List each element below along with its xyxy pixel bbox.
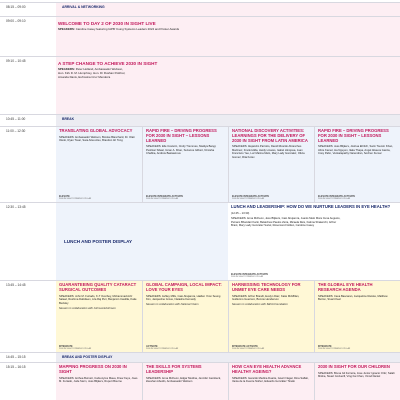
time-label: 08:15 – 09:00 [6, 5, 26, 9]
session-card[interactable]: NATIONAL DISCOVERY ACTIVITIES: LEARNINGS FOR THE DELIVERY OF 2030 IN SIGHT FROM LATIN AMERICA SPEAKERS: Alejandro Parrotto, David Ricardo Abranches Martinez, Frank Hilda, Heidy Linares, Isabel Hinojosa, Juan Francisco Yee, Luz Marina Melo, Mary Lady Gonzalez, Olivia Gomez, Rita Kotev ELEVATE INTEGRATE ACTIVATE 2030 IN SIGHT STRATEGY PILLAR [228, 127, 314, 203]
row-break [0, 114, 400, 126]
time-label: 09:00 – 09:10 [6, 19, 26, 23]
break-label: BREAK [62, 117, 75, 121]
pillar-tag: ELEVATE INTEGRATE ACTIVATE 2030 IN SIGHT STRATEGY PILLAR [232, 195, 270, 200]
session-title: A STEP CHANGE TO ACHIEVE 2030 IN SIGHT [58, 61, 158, 66]
pillar-tag: ELEVATE INTEGRATE ACTIVATE 2030 IN SIGHT STRATEGY PILLAR [146, 195, 184, 200]
session-card[interactable]: LUNCH AND LEADERSHIP: HOW DO WE NURTURE LEADERS IN EYE HEALTH? (12:45 – 13:30) SPEAKERS: Anna McKeon, Jess Blijkers, Caio Abujamra, Juanis Melo Mora Cuna Augusto, Putnam Bhandari Karki, Belaichew Paulos Zeria, Micaela Reis, Fatima Shakerchi, Arthur Brant, Mary Lady Gonzalez Suriel, Rosemond Gilden, Caroline Casey ELEVATE INTEGRATE ACTIVATE 2030 IN SIGHT STRATEGY PILLAR [228, 203, 400, 281]
time-label: 12:30 – 13:45 [6, 205, 26, 209]
session-card[interactable]: TRANSLATING GLOBAL ADVOCACY SPEAKERS: Ambassador Webson, Brooke Blanchard, Dr. Olati Okolo, Ryan Tovar, Sara Atiwi-Atsu, Brandon Ah Tong ELEVATE 2030 IN SIGHT STRATEGY PILLAR [59, 128, 135, 200]
row-step-change [0, 56, 400, 114]
break-poster-label: BREAK AND POSTER DISPLAY [62, 354, 113, 359]
time-label: 14:45 – 15:15 [6, 355, 26, 359]
time-label: 09:10 – 10:45 [6, 59, 26, 63]
session-card[interactable]: GUARANTEEING QUALITY CATARACT SURGICAL OUTCOMES SPEAKERS: John M. Furtado, K-T Overbey, Mohammad Aziz Salawi, Reshma Dabideen, Lila Raj Puri, Benjamin Castilla, Katie Buckley Session in collaboration with Johnson&Johnson INTEGRATE 2030 IN SIGHT STRATEGY PILLAR [59, 282, 137, 350]
row-arrival [0, 2, 400, 16]
row-1100 [0, 126, 400, 202]
session-card[interactable]: HOW CAN EYE HEALTH ADVANCE HEALTHY AGEING? SPEAKERS: Gerardo Medina Duarte, Gowri Nagar, Dina Salfati, Vania de la Fuente Núñez, Eduardo González Tirado [228, 363, 314, 400]
row-1345 [0, 280, 400, 352]
lunch-label: LUNCH AND POSTER DISPLAY [64, 239, 133, 244]
pillar-tag: ELEVATE INTEGRATE ACTIVATE 2030 IN SIGHT STRATEGY PILLAR [318, 195, 356, 200]
arrival-label: ARRIVAL & NETWORKING [62, 5, 105, 9]
session-speakers: SPEAKERS: Peter Holland, Ambassador Webson, Hon. Kirk D. M. Humphrey, Hon. Dr Rushan Pokhrel, Amanda Davis, Eufrosina Cruz Mendoza [58, 67, 126, 79]
session-card[interactable]: HARNESSING TECHNOLOGY FOR UNMET EYE CARE NEEDS SPEAKERS: Arthur Brandt, Evelyn Diaz, Katie McMillan, Guillermo Guerrero, Bonnie Henderson Session in collaboration with SEVA Foundation INTEGRATE ACTIVATE 2030 IN SIGHT STRATEGY PILLAR [228, 281, 314, 353]
session-title: WELCOME TO DAY 2 OF 2030 IN SIGHT LIVE [58, 21, 156, 26]
session-card[interactable]: THE GLOBAL EYE HEALTH RESEARCH AGENDA SPEAKERS: Cava Bascaran, Jacqueline Ramke, Matthew Burton, Stuart Keel INTEGRATE 2030 IN SIGHT STRATEGY PILLAR [314, 281, 400, 353]
pillar-tag: INTEGRATE 2030 IN SIGHT STRATEGY PILLAR [59, 345, 92, 350]
time-label: 13:45 – 14:45 [6, 283, 26, 287]
row-welcome [0, 16, 400, 56]
pillar-tag: INTEGRATE ACTIVATE 2030 IN SIGHT STRATEGY PILLAR [232, 345, 265, 350]
session-card[interactable]: RAPID FIRE – DRIVING PROGRESS FOR 2030 IN SIGHT – LESSONS LEARNED SPEAKERS: Elle Costurin, Cindy Tremmeo, Madiya Bangi, Pushkar Silwal, Imran A. Khan, Suzanne Gilbert, Nimisha Chabba, Andrew Bastawrous ELEVATE INTEGRATE ACTIVATE 2030 IN SIGHT STRATEGY PILLAR [142, 127, 228, 203]
session-card[interactable]: THE SKILLS FOR SYSTEMS LEADERSHIP SPEAKERS: Anna McKeon, Edgar Medina, Jennifer Gersbeck, Zeeshan Abedin, Ambassador Webson [142, 363, 228, 400]
pillar-tag: ELEVATE 2030 IN SIGHT STRATEGY PILLAR [59, 195, 92, 200]
session-card[interactable]: RAPID FIRE – DRIVING PROGRESS FOR 2030 IN SIGHT – LESSONS LEARNED SPEAKERS: Jess Blijkers, Joshua Ehrlich, Sarin Toumin Khan, Abrie Kamel, Ha Nguyen, Ilaka Thapa, Angel Abauca Garcia, Cosy Pabn, Venkatapathy Narendran, Sochen Kumar ELEVATE INTEGRATE ACTIVATE 2030 IN SIGHT STRATEGY PILLAR [314, 127, 400, 203]
pillar-tag: INTEGRATE 2030 IN SIGHT STRATEGY PILLAR [318, 345, 351, 350]
time-label: 15:15 – 16:15 [6, 365, 26, 369]
row-1515 [0, 362, 400, 400]
time-label: 11:00 – 12:30 [6, 129, 26, 133]
pillar-tag: ELEVATE INTEGRATE ACTIVATE 2030 IN SIGHT STRATEGY PILLAR [231, 273, 269, 278]
session-card[interactable]: MAPPING PROGRESS ON 2030 IN SIGHT SPEAKERS: Anthea Burnett, Carla Ayres Maua, Drew Keys, Joao M. Furtado, Jude Stern, Jess Blijkers, Rupert Bourne [59, 364, 138, 384]
row-lunch [0, 202, 400, 280]
session-speakers: SPEAKERS: Caroline Casey featuring IAPB Young Systems Leaders 2024 and Poster Awards [58, 27, 180, 32]
session-card[interactable]: 2030 IN SIGHT FOR OUR CHILDREN SPEAKERS: Bruna Gil Ferreira, Jose Junior Ignacio Ortiz, Salah Midna, Stuart Cockerill, Ving Fai Chan, Vinod Daniel [314, 363, 400, 400]
pillar-tag: ACTIVATE 2030 IN SIGHT STRATEGY PILLAR [146, 345, 179, 350]
session-card[interactable]: GLOBAL CAMPAIGN, LOCAL IMPACT: LOVE YOUR EYES SPEAKERS: Ashley Mills, Caio Abujamra, Haiden Yoon Seung Kim, Jacqueline Grove, Natasha Kennedy Session in collaboration with National Vision ACTIVATE 2030 IN SIGHT STRATEGY PILLAR [142, 281, 228, 353]
time-label: 10:45 – 11:00 [6, 117, 26, 121]
row-break-poster [0, 352, 400, 362]
